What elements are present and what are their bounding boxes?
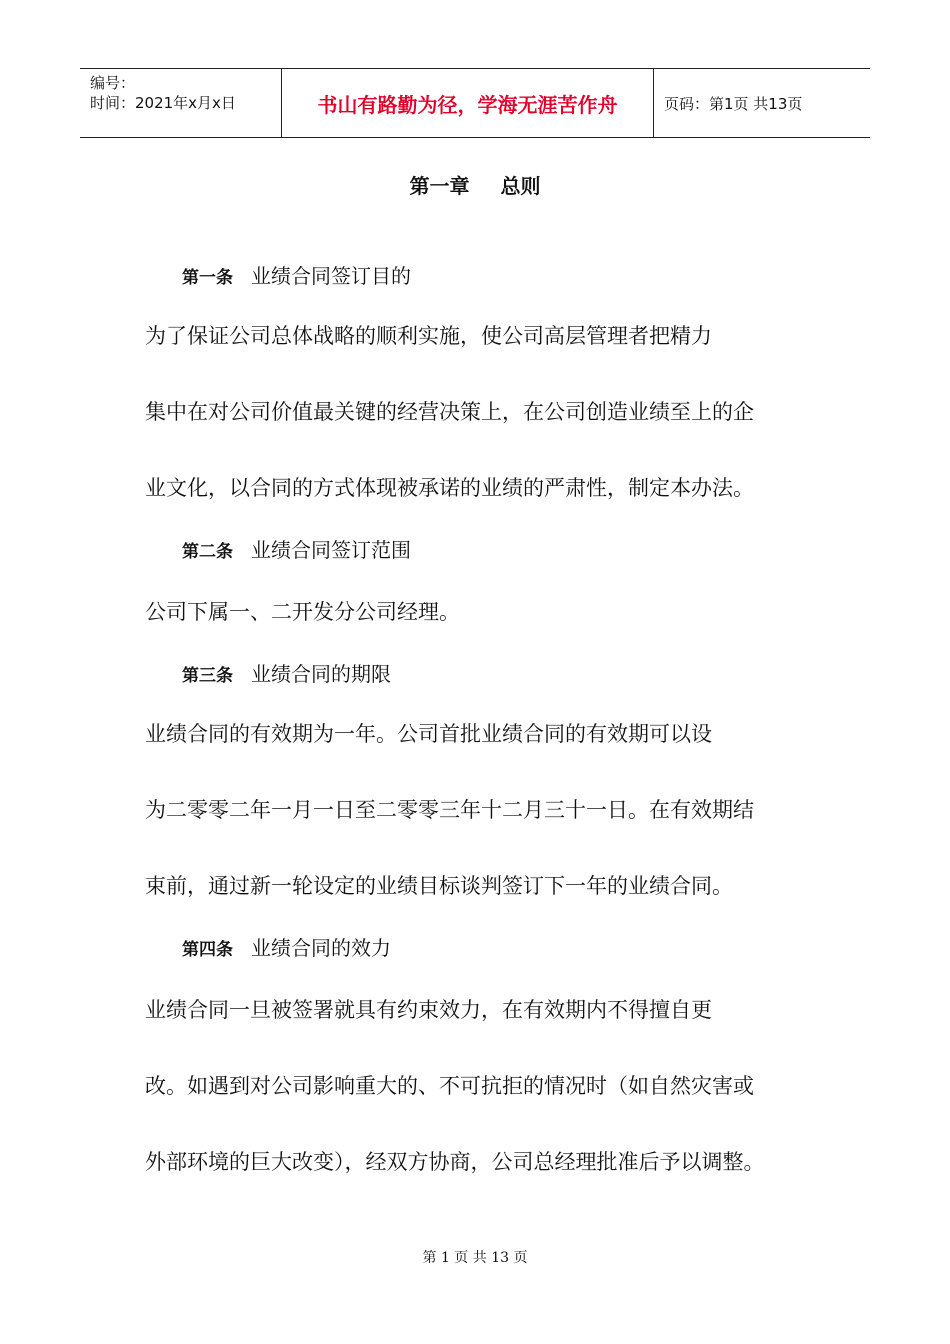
paragraph-line: 业绩合同的有效期为一年。公司首批业绩合同的有效期可以设 <box>145 722 712 746</box>
paragraph-line: 业绩合同一旦被签署就具有约束效力，在有效期内不得擅自更 <box>145 998 712 1022</box>
chapter-number: 第一章 <box>409 174 470 198</box>
article-number: 第三条 <box>182 666 233 686</box>
chapter-heading <box>0 170 950 199</box>
paragraph-line: 为二零零二年一月一日至二零零三年十二月三十一日。在有效期结 <box>145 798 754 822</box>
time-label: 时间：2021年x月x日 <box>90 94 236 112</box>
article-title: 业绩合同的期限 <box>251 662 391 686</box>
article-heading-2 <box>182 534 411 563</box>
header-motto: 书山有路勤为径，学海无涯苦作舟 <box>282 69 654 137</box>
serial-label: 编号： <box>90 74 136 92</box>
paragraph-line: 集中在对公司价值最关键的经营决策上，在公司创造业绩至上的企 <box>145 400 754 424</box>
article-title: 业绩合同的效力 <box>251 936 391 960</box>
article-title: 业绩合同签订范围 <box>251 538 411 562</box>
article-title: 业绩合同签订目的 <box>251 264 411 288</box>
paragraph-line: 公司下属一、二开发分公司经理。 <box>145 600 460 624</box>
page-header <box>80 68 870 138</box>
page-footer: 第 1 页 共 13 页 <box>422 1250 528 1266</box>
article-number: 第一条 <box>182 268 233 288</box>
paragraph-line: 业文化，以合同的方式体现被承诺的业绩的严肃性，制定本办法。 <box>145 476 754 500</box>
article-heading-1 <box>182 260 411 289</box>
header-page-info: 页码：第1页 共13页 <box>664 94 803 113</box>
paragraph-line: 外部环境的巨大改变），经双方协商，公司总经理批准后予以调整。 <box>145 1150 765 1174</box>
article-number: 第四条 <box>182 940 233 960</box>
article-heading-3 <box>182 658 391 687</box>
article-number: 第二条 <box>182 542 233 562</box>
paragraph-line: 束前，通过新一轮设定的业绩目标谈判签订下一年的业绩合同。 <box>145 874 733 898</box>
article-heading-4 <box>182 932 391 961</box>
chapter-title: 总则 <box>500 174 541 198</box>
paragraph-line: 为了保证公司总体战略的顺利实施，使公司高层管理者把精力 <box>145 324 712 348</box>
header-meta <box>80 69 282 137</box>
paragraph-line: 改。如遇到对公司影响重大的、不可抗拒的情况时（如自然灾害或 <box>145 1074 754 1098</box>
